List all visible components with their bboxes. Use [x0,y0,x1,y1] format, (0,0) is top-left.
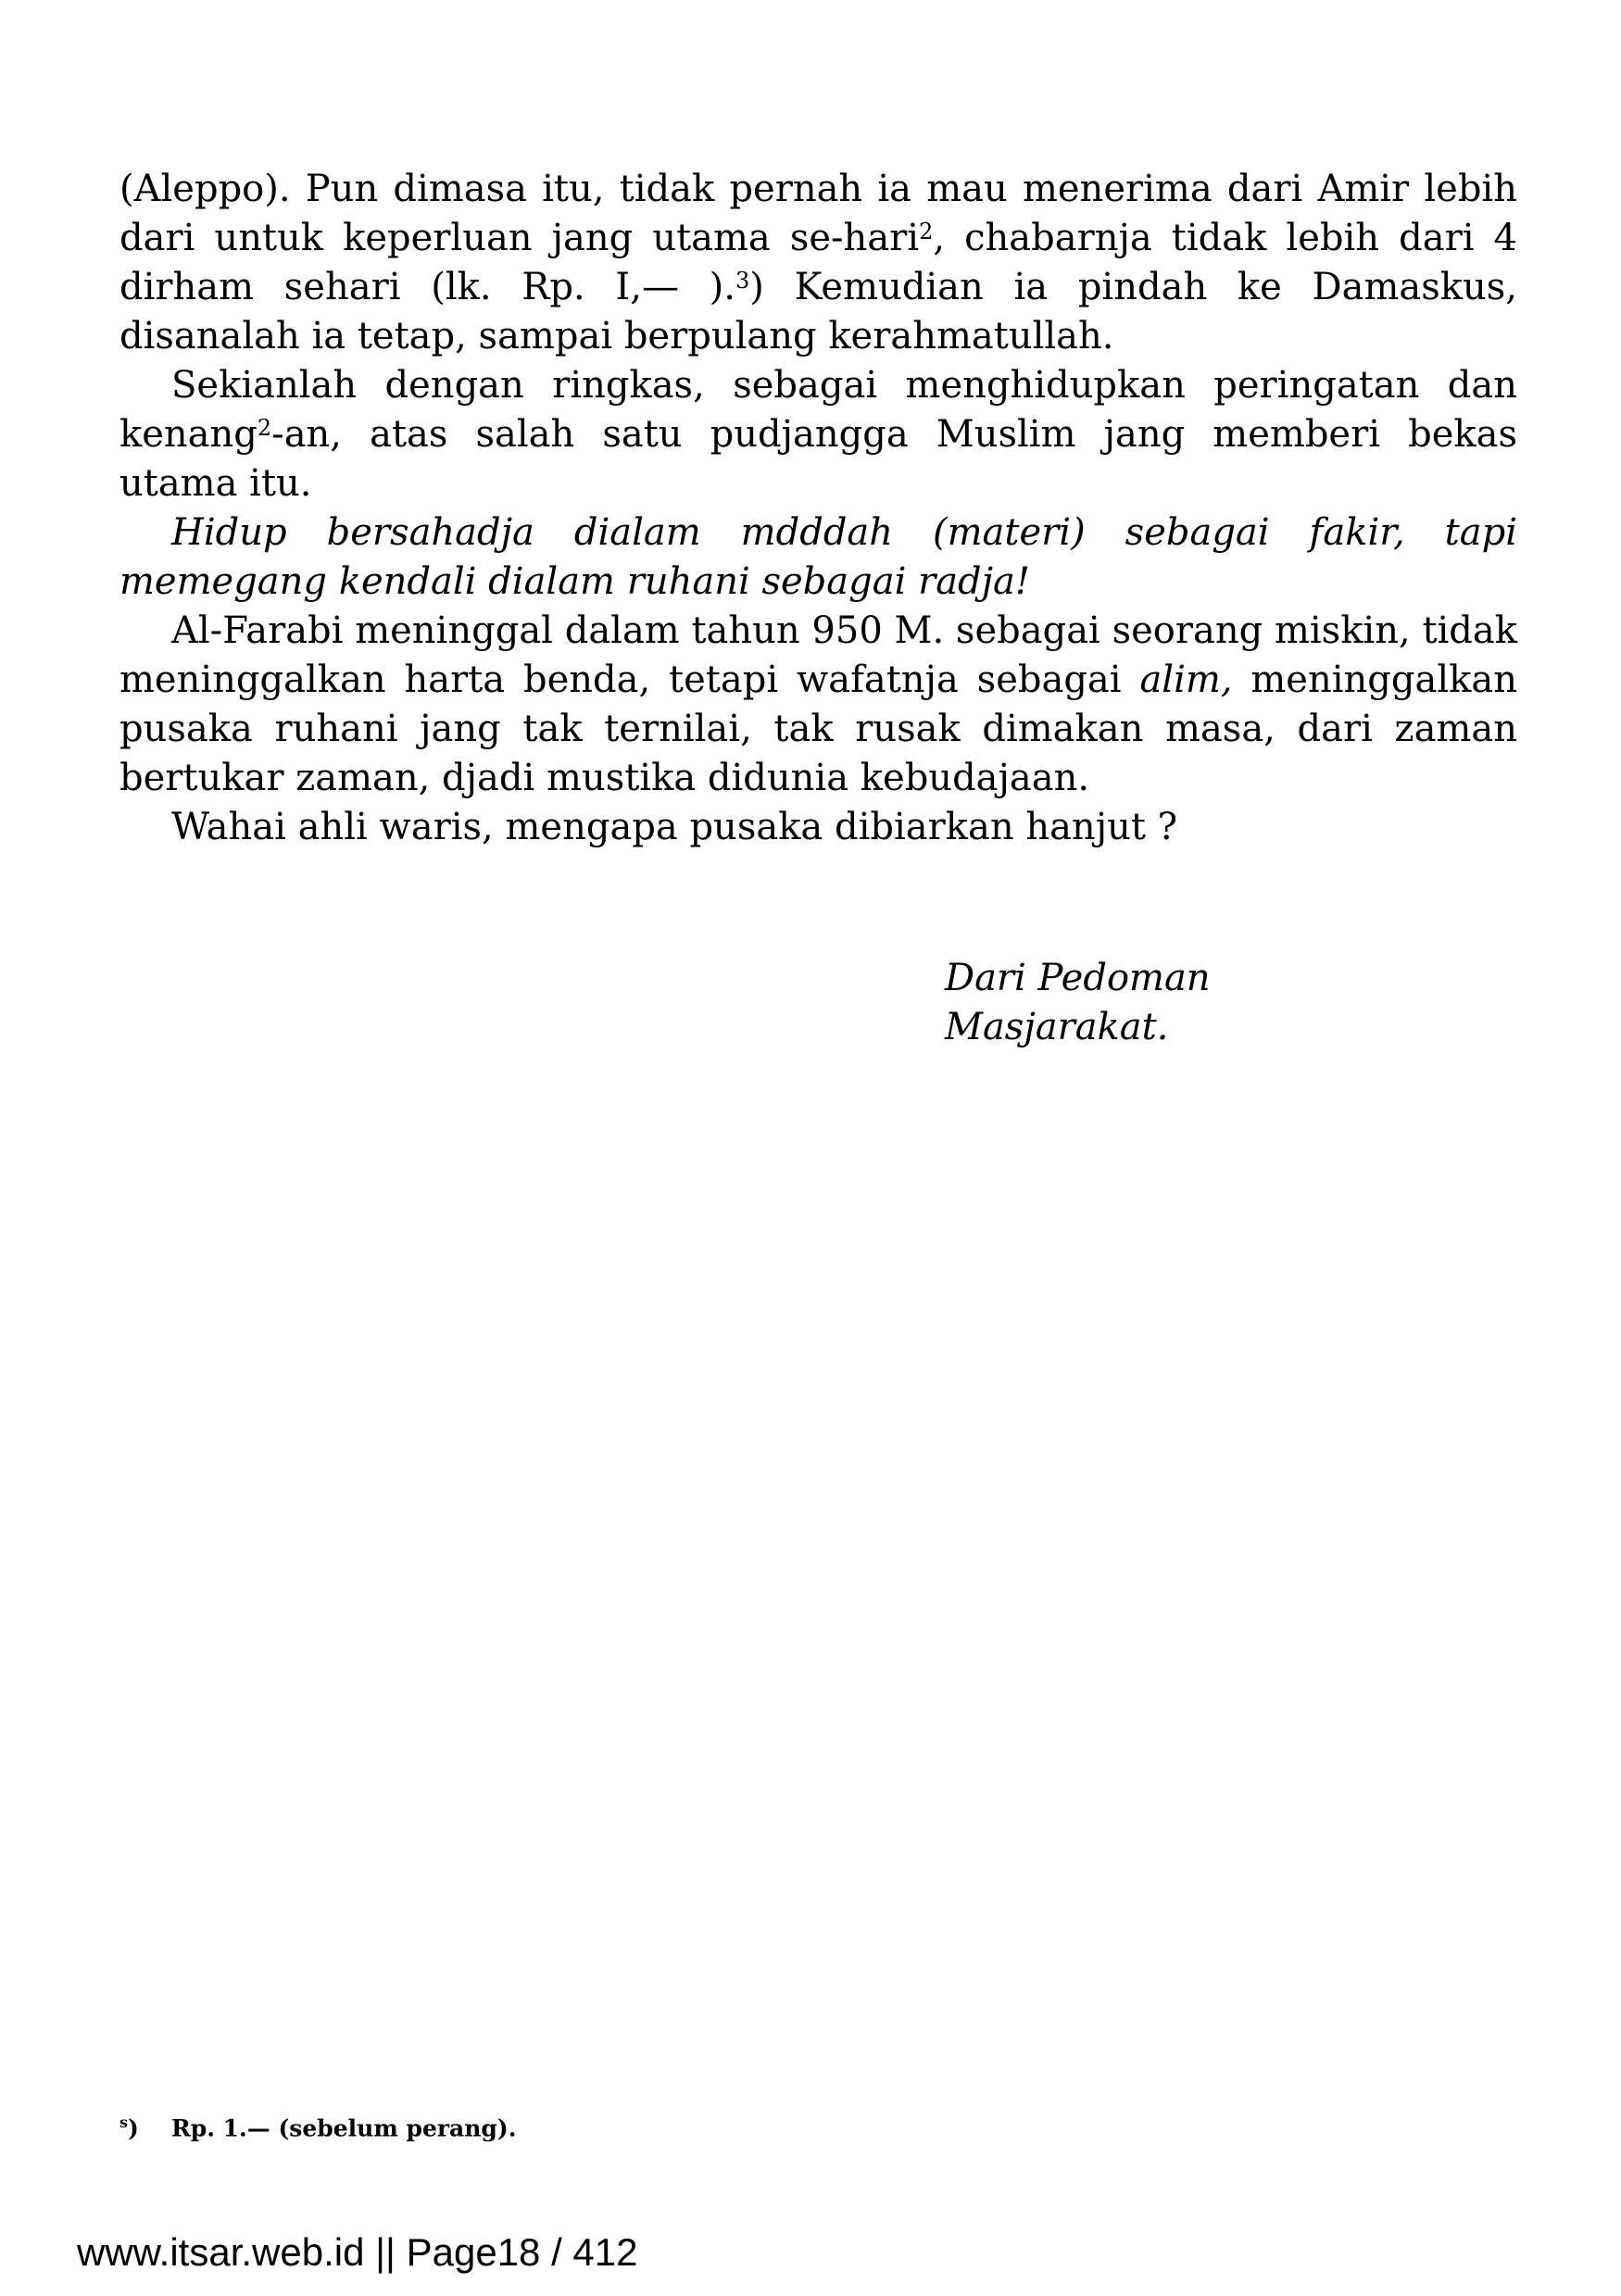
footnote-mark: $^s$) [119,2114,139,2142]
superscript-2: 2 [919,219,934,245]
superscript-2: 2 [257,415,272,441]
paragraph-4: Al-Farabi meninggal dalam tahun 950 M. sebagai seorang miskin, tidak meninggalkan harta benda, tetapi wafatnja sebagai alim, meninggalkan pusaka ruhani jang tak ternilai, tak rusak dimakan masa, dari zaman bertukar zaman, djadi mustika didunia kebudajaan. [119,609,1517,799]
superscript-3: 3 [735,268,750,294]
source-signature: Dari Pedoman Masjarakat. [945,957,1211,1048]
page-footer: www.itsar.web.id || Page18 / 412 [77,2230,638,2274]
paragraph-1: (Aleppo). Pun dimasa itu, tidak pernah ia mau menerima dari Amir lebih dari untuk keperluan jang utama se-hari$^2$, chabarnja tidak lebih dari 4 dirham sehari (lk. Rp. I,— ).$^3$) Kemudian ia pindah ke Damaskus, disanalah ia tetap, sampai berpulang kerahmatullah. [119,168,1518,358]
footnote [119,2107,516,2144]
paragraph-5: Wahai ahli waris, mengapa pusaka dibiarkan hanjut ? [171,806,1178,848]
body-text [119,165,1517,852]
italic-word: alim, [1139,659,1233,701]
footnote-text: Rp. 1.— (sebelum perang). [171,2114,517,2142]
paragraph-3-quote: Hidup bersahadja dialam mdddah (materi) sebagai fakir, tapi memegang kendali dialam ruhani sebagai radja! [119,511,1517,603]
paragraph-2: Sekianlah dengan ringkas, sebagai menghidupkan peringatan dan kenang$^2$-an, atas salah satu pudjangga Muslim jang memberi bekas utama itu. [119,364,1517,505]
